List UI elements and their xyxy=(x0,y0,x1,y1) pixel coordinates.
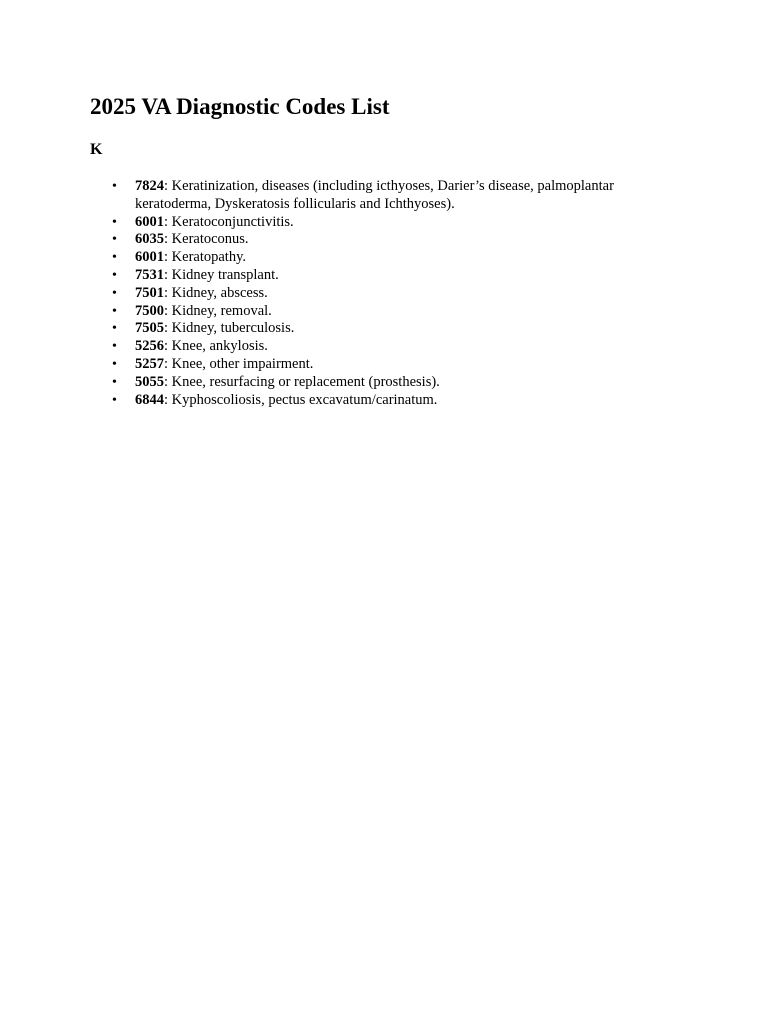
code-separator: : xyxy=(164,213,172,230)
code-description: Kidney transplant. xyxy=(171,266,279,283)
page-title: 2025 VA Diagnostic Codes List xyxy=(90,94,390,119)
code-separator: : xyxy=(164,231,172,248)
code-separator: : xyxy=(164,266,172,283)
diagnostic-code: 7501 xyxy=(135,284,164,301)
code-description: Knee, ankylosis. xyxy=(171,338,268,355)
list-item xyxy=(90,320,690,338)
diagnostic-code: 6035 xyxy=(135,231,164,248)
list-item xyxy=(90,267,690,285)
diagnostic-code: 7505 xyxy=(135,320,164,337)
code-separator: : xyxy=(164,355,172,372)
code-separator: : xyxy=(164,391,172,408)
diagnostic-code: 5055 xyxy=(135,373,164,390)
bullet-icon: • xyxy=(112,267,117,283)
document-page xyxy=(90,92,690,409)
code-description: Kyphoscoliosis, pectus excavatum/carinatum. xyxy=(171,391,438,408)
section-heading: K xyxy=(90,141,103,158)
list-item xyxy=(90,249,690,267)
code-description: Keratoconus. xyxy=(171,231,249,248)
bullet-icon: • xyxy=(112,179,117,194)
bullet-icon: • xyxy=(112,285,117,301)
diagnostic-code-list xyxy=(90,178,690,409)
bullet-icon: • xyxy=(112,392,117,408)
diagnostic-code: 5257 xyxy=(135,355,164,372)
diagnostic-code: 5256 xyxy=(135,338,164,355)
list-item xyxy=(90,374,690,392)
list-item xyxy=(90,338,690,356)
diagnostic-code: 7500 xyxy=(135,302,164,319)
code-separator: : xyxy=(164,302,172,319)
diagnostic-code: 6844 xyxy=(135,391,164,408)
bullet-icon: • xyxy=(112,303,117,319)
list-item xyxy=(90,178,690,214)
bullet-icon: • xyxy=(112,214,117,230)
code-description: Kidney, abscess. xyxy=(171,284,268,301)
list-item xyxy=(90,303,690,321)
list-item xyxy=(90,356,690,374)
list-item xyxy=(90,214,690,232)
diagnostic-code: 7824 xyxy=(135,178,164,194)
list-item xyxy=(90,392,690,410)
code-description: Knee, other impairment. xyxy=(171,355,314,372)
code-description: Keratinization, diseases (including icthyoses, Darier’s disease, palmoplantar keratoderma, Dyskeratosis follicularis and Ichthyoses). xyxy=(135,178,614,212)
code-separator: : xyxy=(164,249,172,266)
bullet-icon: • xyxy=(112,232,117,248)
code-description: Keratoconjunctivitis. xyxy=(171,213,294,230)
code-separator: : xyxy=(164,373,172,390)
diagnostic-code: 7531 xyxy=(135,266,164,283)
list-item xyxy=(90,231,690,249)
code-description: Knee, resurfacing or replacement (prosthesis). xyxy=(171,373,440,390)
code-description: Keratopathy. xyxy=(171,249,247,266)
diagnostic-code: 6001 xyxy=(135,213,164,230)
code-separator: : xyxy=(164,338,172,355)
bullet-icon: • xyxy=(112,374,117,390)
bullet-icon: • xyxy=(112,321,117,337)
diagnostic-code: 6001 xyxy=(135,249,164,266)
code-separator: : xyxy=(164,320,172,337)
bullet-icon: • xyxy=(112,339,117,355)
code-description: Kidney, removal. xyxy=(171,302,272,319)
bullet-icon: • xyxy=(112,356,117,372)
code-separator: : xyxy=(164,178,172,194)
code-description: Kidney, tuberculosis. xyxy=(171,320,295,337)
list-item xyxy=(90,285,690,303)
code-separator: : xyxy=(164,284,172,301)
bullet-icon: • xyxy=(112,250,117,266)
